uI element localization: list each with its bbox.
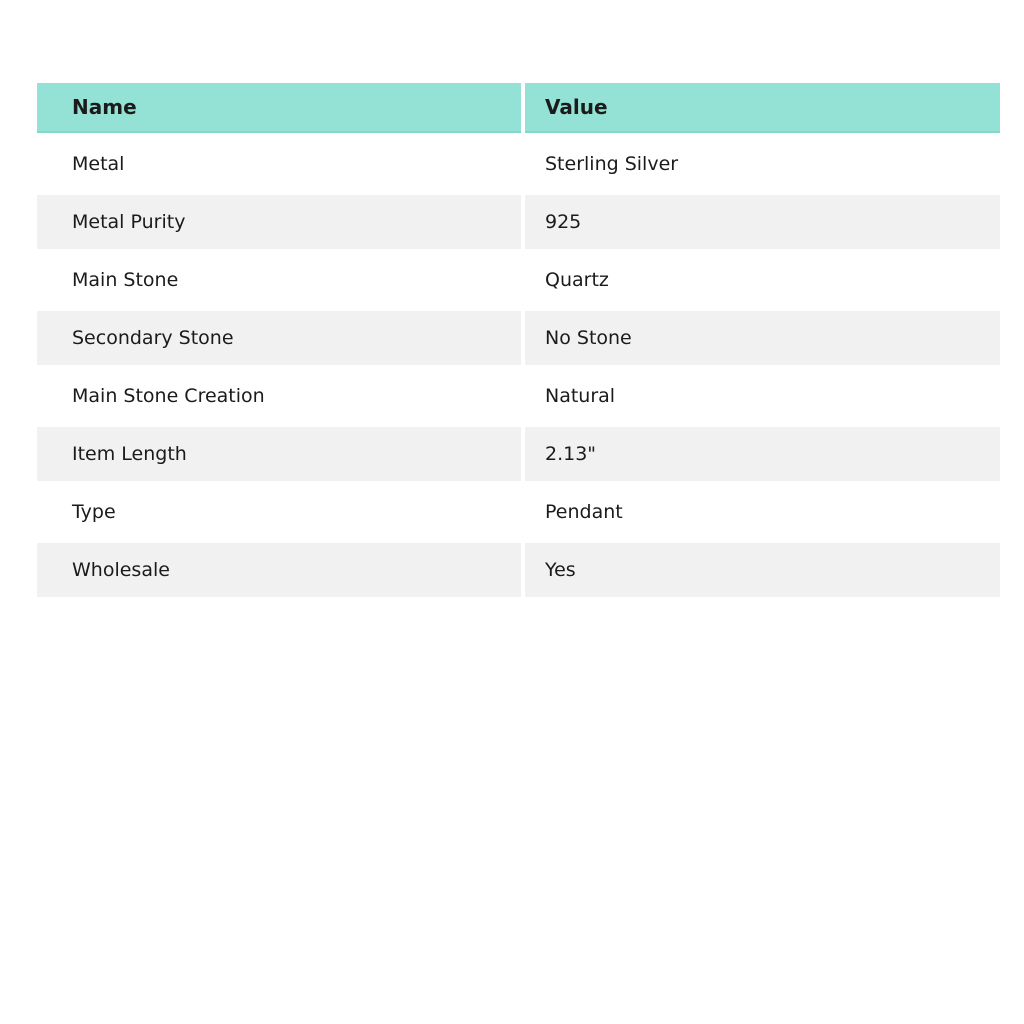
attribute-value-cell: Pendant [525, 485, 1000, 539]
table-row [37, 137, 1000, 191]
table-body [37, 137, 1000, 597]
table-row [37, 311, 1000, 365]
attribute-name-cell: Wholesale [37, 543, 521, 597]
attribute-name-cell: Item Length [37, 427, 521, 481]
table-row [37, 195, 1000, 249]
table-row [37, 427, 1000, 481]
attribute-value-cell: Quartz [525, 253, 1000, 307]
column-header-name: Name [37, 83, 521, 133]
attribute-value-cell: Natural [525, 369, 1000, 423]
attribute-name-cell: Secondary Stone [37, 311, 521, 365]
attribute-value-cell: 925 [525, 195, 1000, 249]
attribute-name-cell: Type [37, 485, 521, 539]
attribute-value-cell: Yes [525, 543, 1000, 597]
attribute-value-cell: No Stone [525, 311, 1000, 365]
table-header-row [37, 83, 1000, 133]
attribute-value-cell: 2.13" [525, 427, 1000, 481]
attribute-name-cell: Metal Purity [37, 195, 521, 249]
column-header-value: Value [525, 83, 1000, 133]
attribute-value-cell: Sterling Silver [525, 137, 1000, 191]
item-specifics-table [37, 83, 1000, 601]
table-row [37, 485, 1000, 539]
table-row [37, 543, 1000, 597]
table-row [37, 369, 1000, 423]
attribute-name-cell: Metal [37, 137, 521, 191]
attribute-name-cell: Main Stone [37, 253, 521, 307]
table-row [37, 253, 1000, 307]
attribute-name-cell: Main Stone Creation [37, 369, 521, 423]
